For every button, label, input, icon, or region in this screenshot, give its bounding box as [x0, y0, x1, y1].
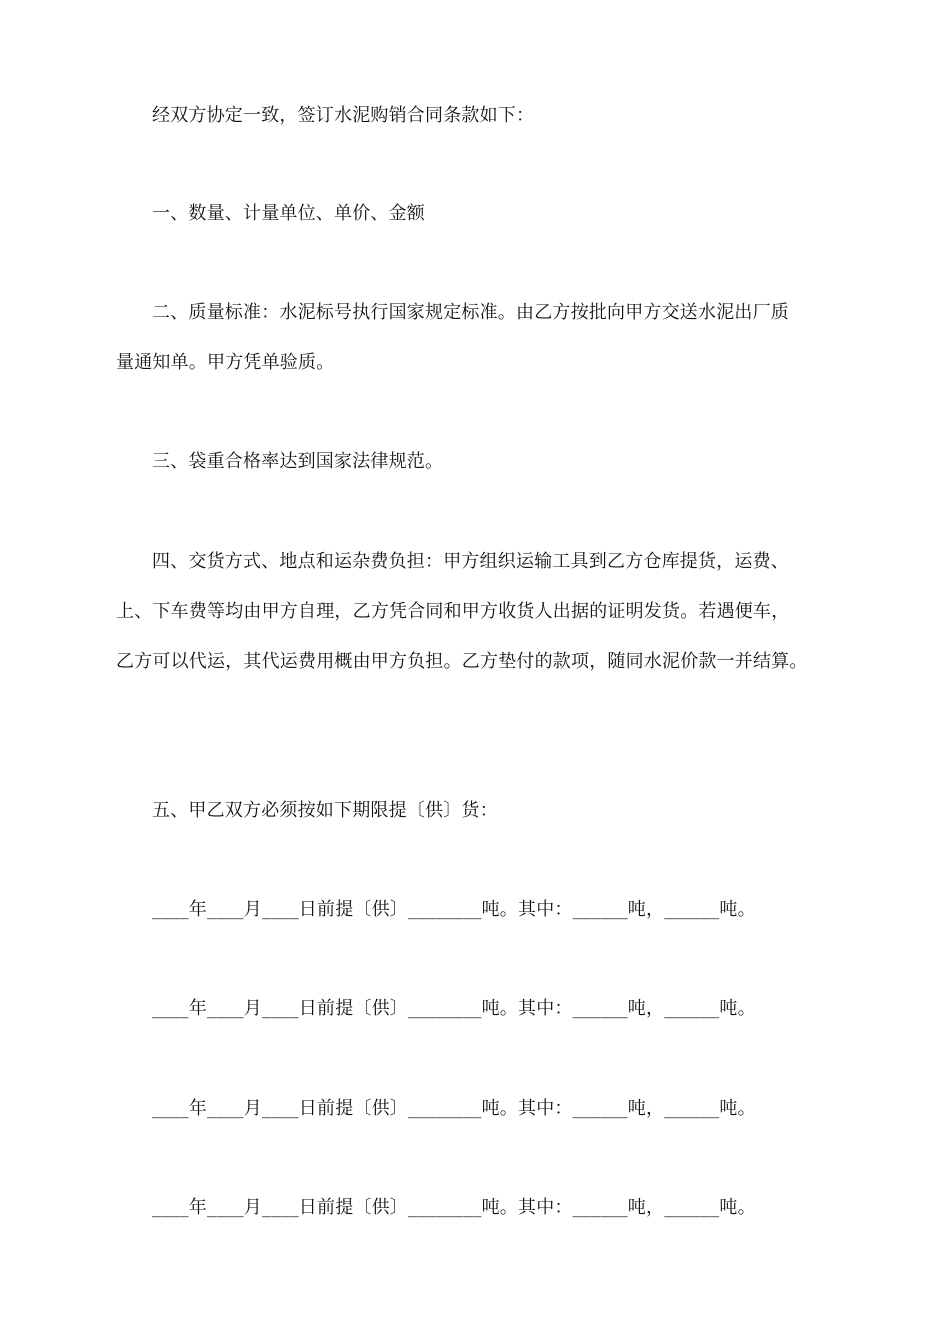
- clause-4-line-1: 四、交货方式、地点和运杂费负担：甲方组织运输工具到乙方仓库提货，运费、: [152, 551, 789, 572]
- schedule-row: ____年____月____日前提〔供〕________吨。其中：______吨，______吨。: [152, 1098, 756, 1119]
- clause-2-line-1: 二、质量标准：水泥标号执行国家规定标准。由乙方按批向甲方交送水泥出厂质: [152, 302, 789, 323]
- clause-1-heading: 一、数量、计量单位、单价、金额: [152, 203, 425, 224]
- schedule-row: ____年____月____日前提〔供〕________吨。其中：______吨，______吨。: [152, 899, 756, 920]
- clause-5-heading: 五、甲乙双方必须按如下期限提〔供〕货：: [152, 800, 498, 821]
- clause-4-line-3: 乙方可以代运，其代运费用概由甲方负担。乙方垫付的款项，随同水泥价款一并结算。: [116, 651, 808, 672]
- clause-4-line-2: 上、下车费等均由甲方自理，乙方凭合同和甲方收货人出据的证明发货。若遇便车，: [116, 601, 790, 622]
- schedule-row: ____年____月____日前提〔供〕________吨。其中：______吨，______吨。: [152, 998, 756, 1019]
- schedule-row: ____年____月____日前提〔供〕________吨。其中：______吨，______吨。: [152, 1197, 756, 1218]
- clause-2-line-2: 量通知单。甲方凭单验质。: [116, 352, 335, 373]
- clause-3-text: 三、袋重合格率达到国家法律规范。: [152, 451, 444, 472]
- intro-text: 经双方协定一致，签订水泥购销合同条款如下：: [152, 105, 535, 126]
